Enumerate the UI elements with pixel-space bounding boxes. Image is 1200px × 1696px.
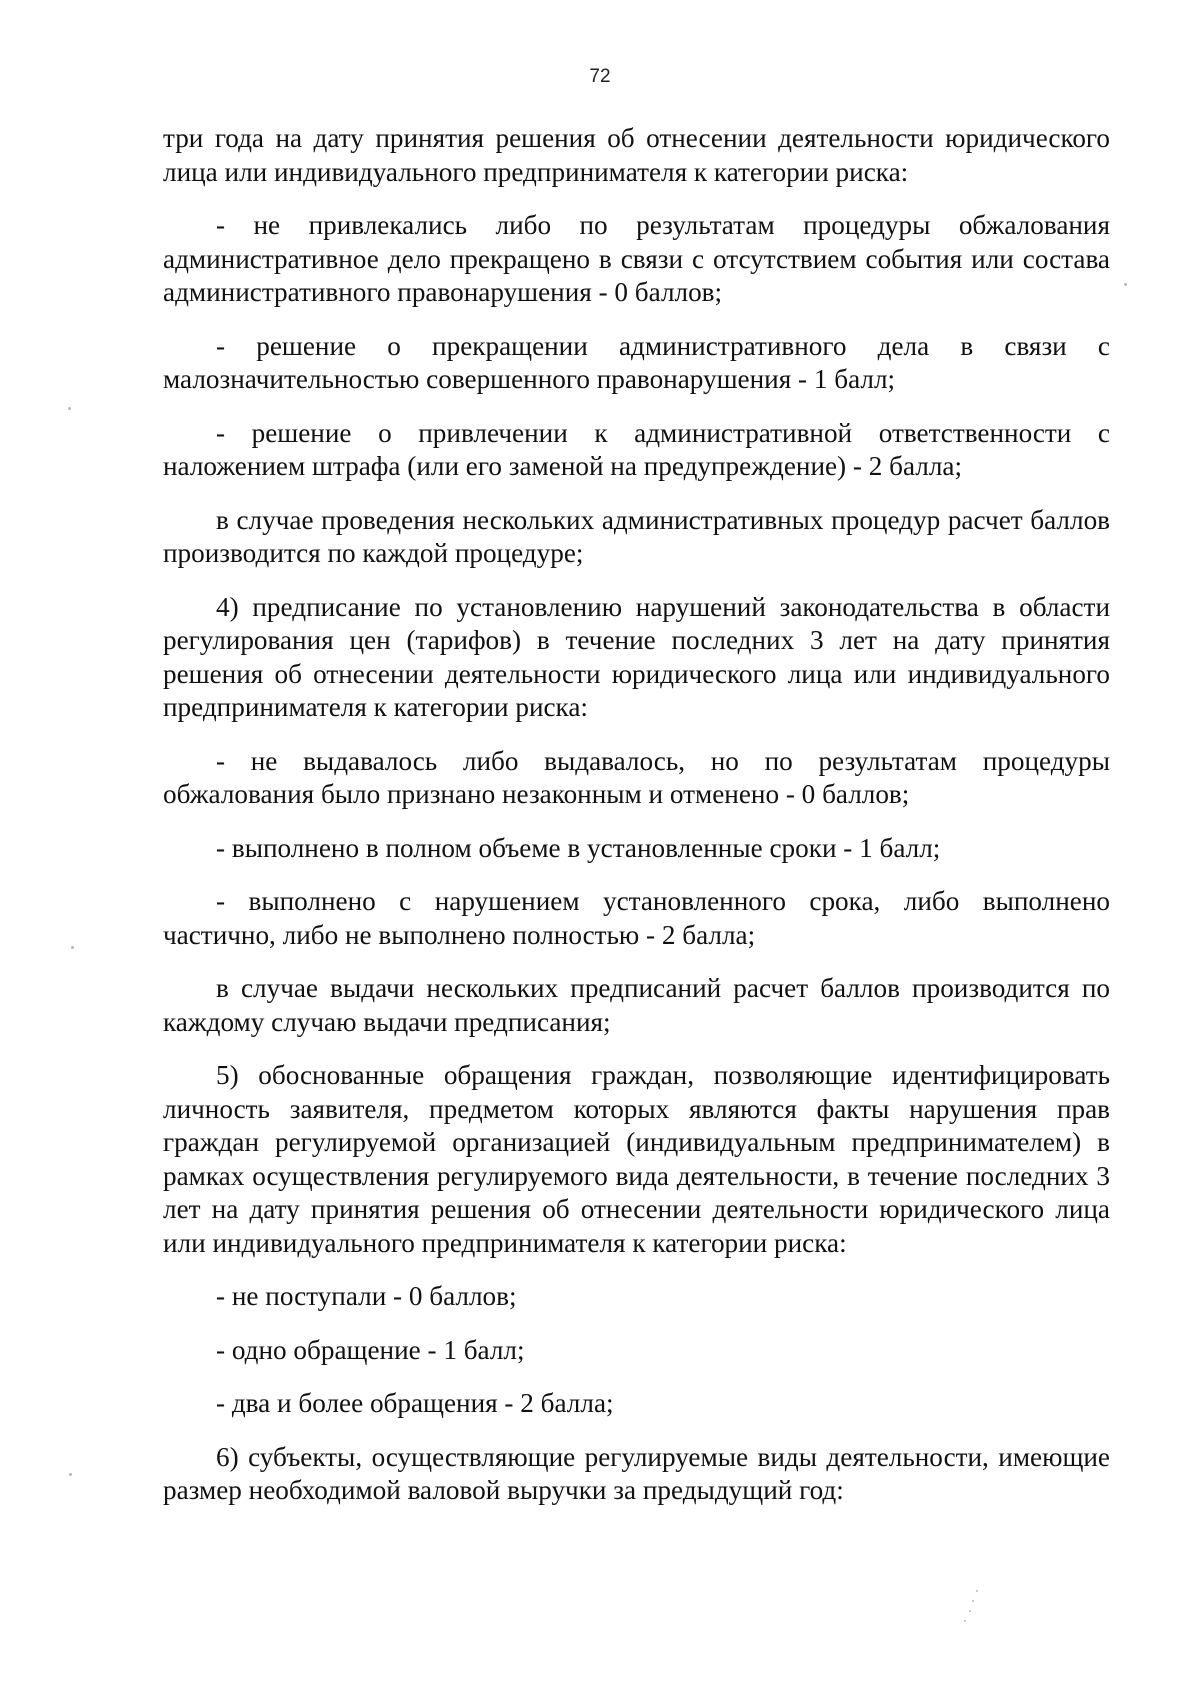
list-item: - решение о прекращении административного дела в связи с малозначительностью совершенного правонарушения - 1 балл;: [163, 330, 1110, 394]
list-item: - выполнено в полном объеме в установленные сроки - 1 балл;: [216, 832, 941, 863]
list-item: - решение о привлечении к административной ответственности с наложением штрафа (или его заменой на предупреждение) - 2 балла;: [163, 417, 1110, 481]
document-body: [163, 122, 1110, 1528]
page-number: 72: [589, 66, 611, 87]
list-item: - не привлекались либо по результатам процедуры обжалования административное дело прекращено в связи с отсутствием события или состава административного правонарушения - 0 баллов;: [163, 210, 1110, 307]
scan-speck: [69, 1473, 72, 1476]
list-item: - одно обращение - 1 балл;: [216, 1334, 525, 1365]
list-item: - не выдавалось либо выдавалось, но по результатам процедуры обжалования было признано незаконным и отменено - 0 баллов;: [163, 745, 1110, 809]
numbered-item: 5) обоснованные обращения граждан, позволяющие идентифицировать личность заявителя, предметом которых являются факты нарушения прав граждан регулируемой организацией (индивидуальным предпринимателем) в рамках осуществления регулируемого вида деятельности, в течение последних 3 лет на дату принятия решения об отнесении деятельности юридического лица или индивидуального предпринимателя к категории риска:: [163, 1060, 1110, 1258]
scan-speck: [1124, 283, 1127, 286]
numbered-item: 4) предписание по установлению нарушений законодательства в области регулирования цен (тарифов) в течение последних 3 лет на дату принятия решения об отнесении деятельности юридического лица или индивидуального предпринимателя к категории риска:: [163, 591, 1110, 722]
numbered-item: 6) субъекты, осуществляющие регулируемые виды деятельности, имеющие размер необходимой валовой выручки за предыдущий год:: [163, 1441, 1110, 1505]
paragraph: в случае выдачи нескольких предписаний расчет баллов производится по каждому случаю выдачи предписания;: [163, 973, 1110, 1037]
scan-speck: [964, 1620, 966, 1622]
scan-speck: [68, 407, 71, 410]
list-item: - два и более обращения - 2 балла;: [216, 1388, 614, 1418]
list-item: - выполнено с нарушением установленного срока, либо выполнено частично, либо не выполнено полностью - 2 балла;: [163, 886, 1110, 950]
scan-speck: [976, 1590, 978, 1592]
paragraph: в случае проведения нескольких административных процедур расчет баллов производится по каждой процедуре;: [163, 504, 1110, 568]
scan-speck: [972, 1600, 974, 1602]
paragraph: три года на дату принятия решения об отнесении деятельности юридического лица или индивидуального предпринимателя к категории риска:: [163, 123, 1110, 187]
scan-speck: [969, 1610, 971, 1612]
list-item: - не поступали - 0 баллов;: [216, 1281, 517, 1311]
scan-speck: [71, 946, 74, 949]
